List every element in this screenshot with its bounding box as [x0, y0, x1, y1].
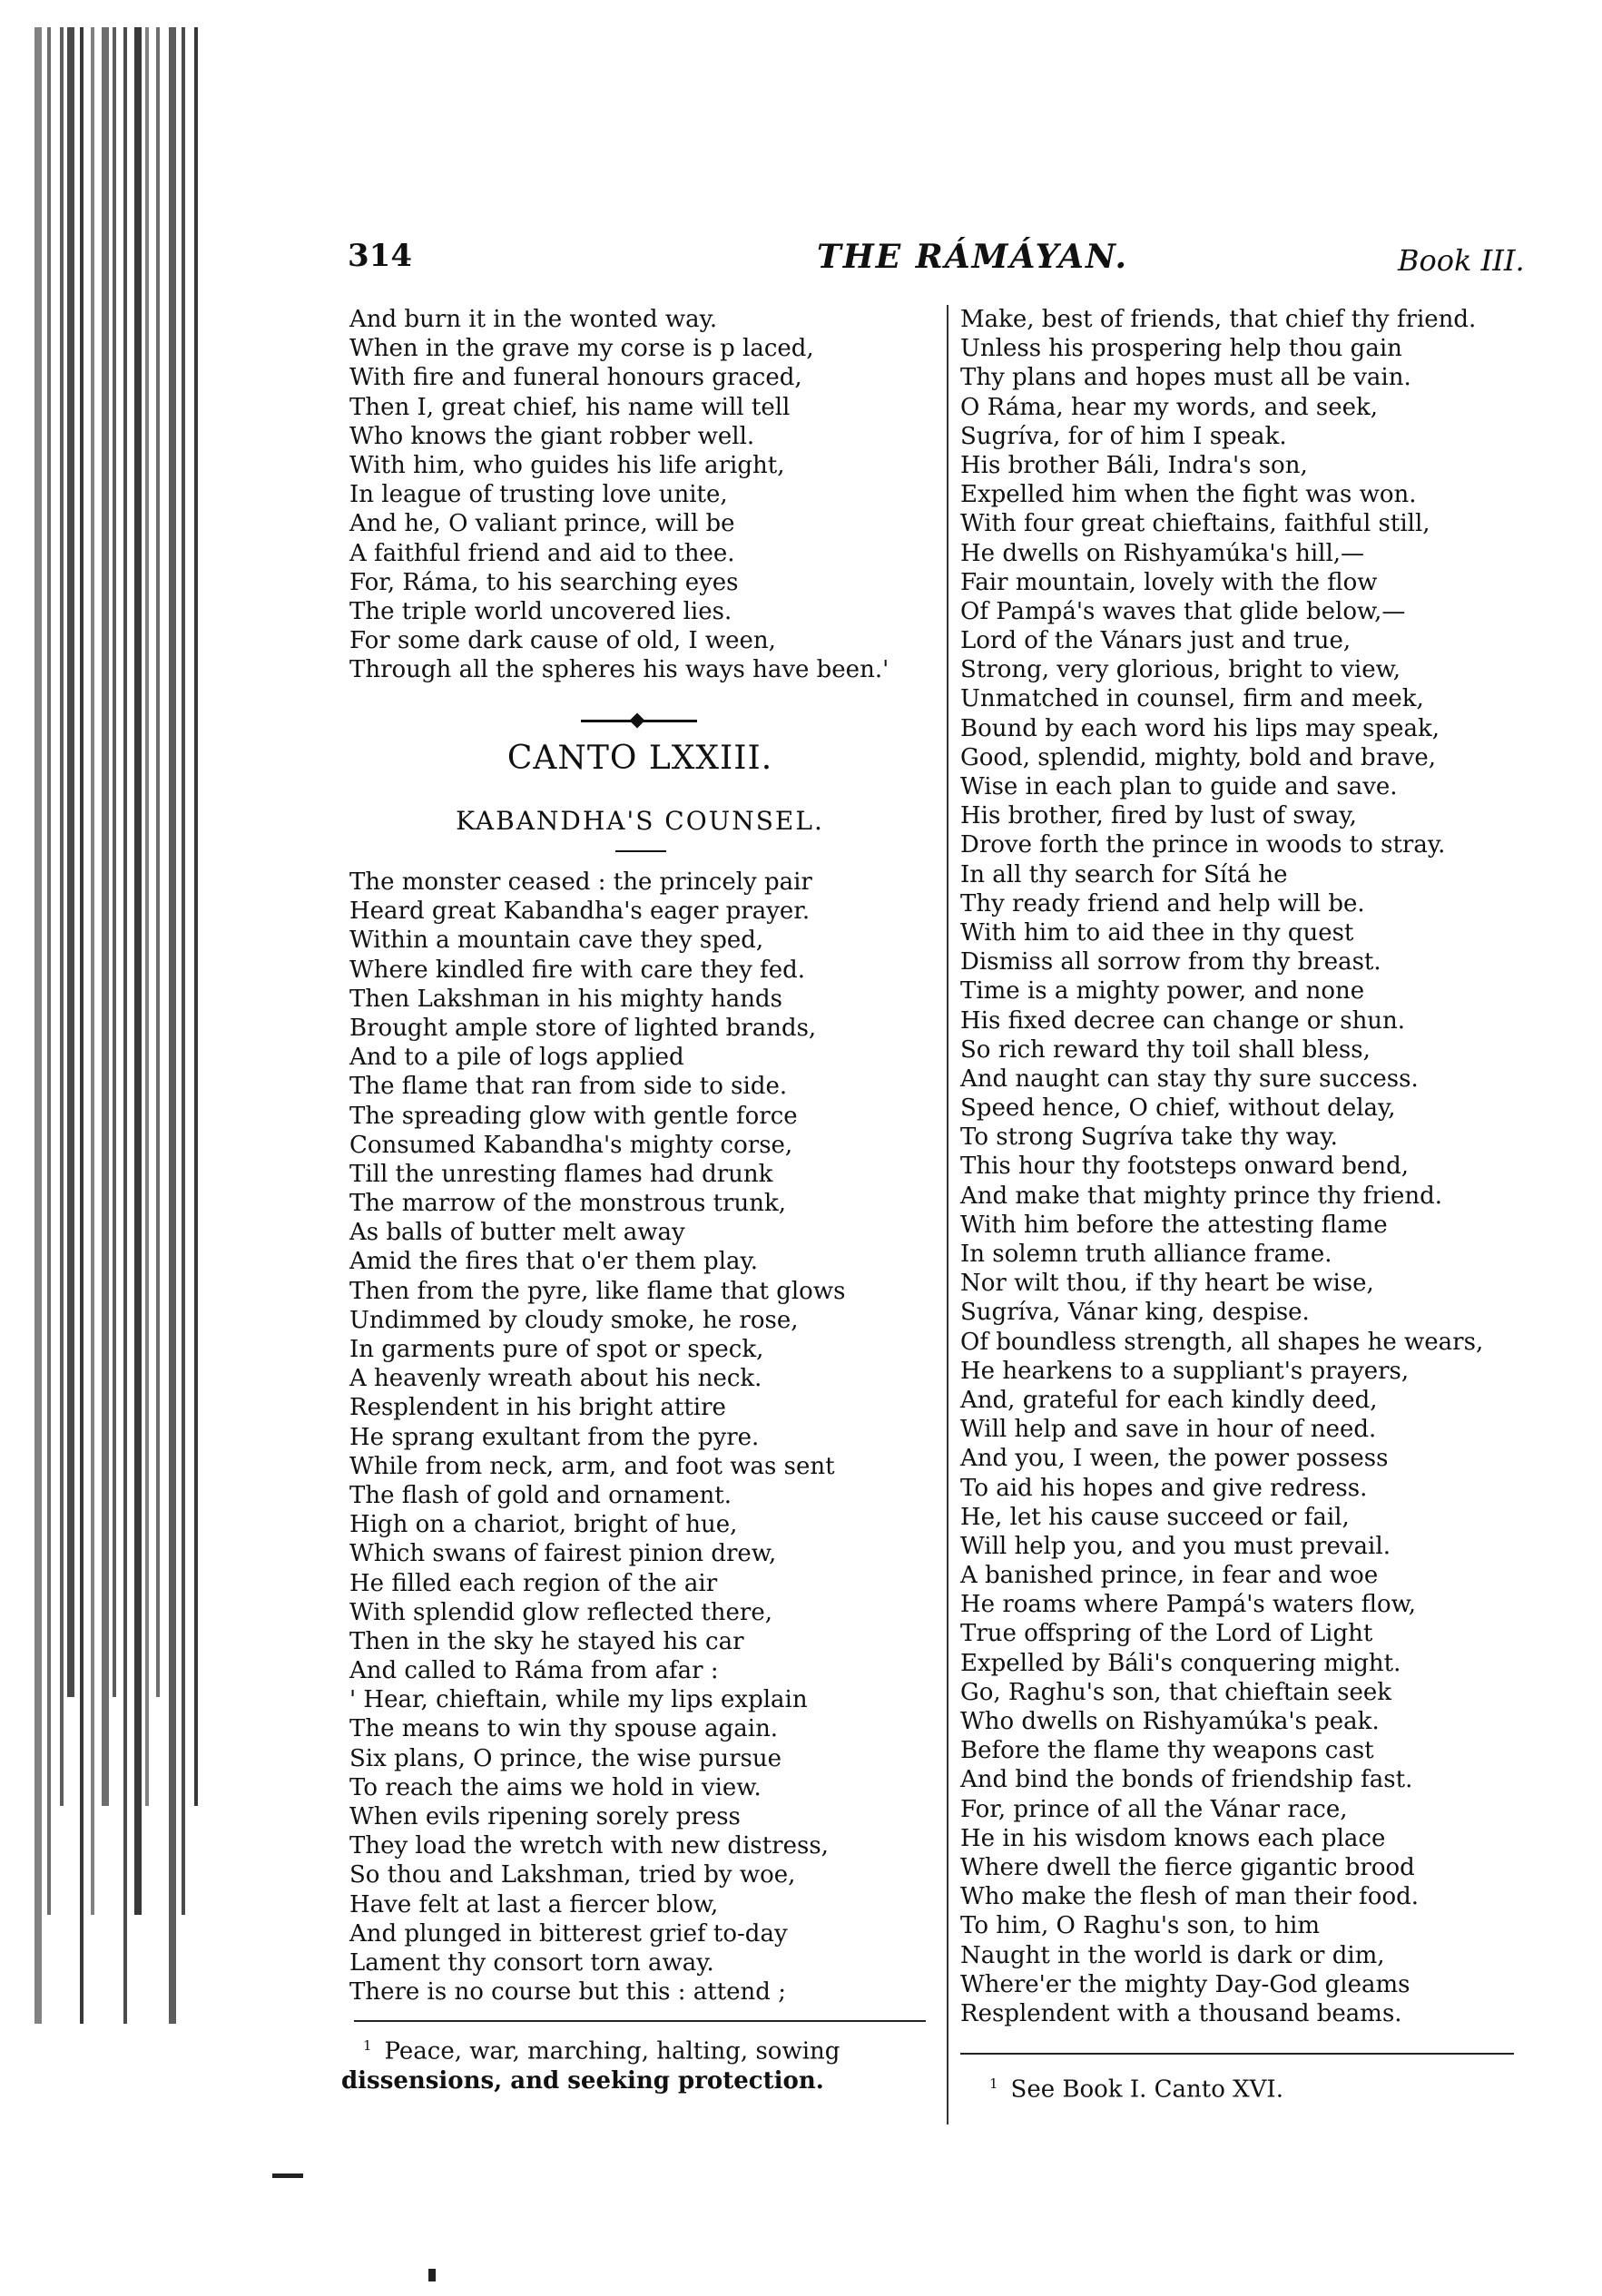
verse-line: Wise in each plan to guide and save.: [960, 773, 1398, 800]
verse-line: Where dwell the fierce gigantic brood: [960, 1853, 1415, 1881]
binding-stripe: [123, 27, 127, 2024]
verse-line: He sprang exultant from the pyre.: [349, 1423, 760, 1451]
verse-line: To him, O Raghu's son, to him: [960, 1912, 1320, 1940]
verse-line: The flash of gold and ornament.: [349, 1481, 732, 1509]
verse-line: In garments pure of spot or speck,: [349, 1336, 764, 1363]
verse-line: Then in the sky he stayed his car: [349, 1627, 744, 1655]
binding-stripe: [102, 27, 109, 1806]
right-footnote-rule: [960, 2053, 1514, 2055]
verse-line: Good, splendid, mighty, bold and brave,: [960, 743, 1436, 771]
running-title: THE RÁMÁYAN.: [817, 238, 1129, 276]
verse-line: Resplendent with a thousand beams.: [960, 1999, 1402, 2027]
verse-line: Fair mountain, lovely with the flow: [960, 568, 1378, 596]
verse-line: He roams where Pampá's waters flow,: [960, 1591, 1417, 1619]
verse-line: Time is a mighty power, and none: [960, 977, 1365, 1006]
verse-line: Then from the pyre, like flame that glows: [349, 1277, 846, 1305]
verse-line: Which swans of fairest pinion drew,: [349, 1540, 777, 1568]
column-rule: [947, 305, 948, 2124]
left-footnote: [341, 2031, 840, 2095]
verse-line: In all thy search for Sítá he: [960, 860, 1288, 888]
verse-line: He hearkens to a suppliant's prayers,: [960, 1357, 1410, 1385]
verse-line: There is no course but this : attend ;: [349, 1978, 786, 2007]
verse-line: The spreading glow with gentle force: [349, 1102, 798, 1130]
verse-line: For some dark cause of old, I ween,: [349, 627, 776, 655]
verse-line: He filled each region of the air: [349, 1569, 718, 1597]
verse-line: With fire and funeral honours graced,: [349, 364, 802, 392]
verse-line: His fixed decree can change or shun.: [960, 1006, 1406, 1035]
verse-line: Within a mountain cave they sped,: [349, 927, 764, 955]
verse-line: When evils ripening sorely press: [349, 1803, 741, 1830]
right-footnote: [989, 2069, 1283, 2105]
binding-stripe: [194, 27, 198, 1806]
scan-speck: [428, 2269, 436, 2281]
right-column: [960, 305, 1541, 2028]
verse-line: He dwells on Rishyamúka's hill,—: [960, 539, 1365, 567]
verse-line: ' Hear, chieftain, while my lips explain: [349, 1686, 808, 1714]
binding-stripe: [47, 27, 51, 1915]
verse-line: Go, Raghu's son, that chieftain seek: [960, 1678, 1391, 1706]
binding-edge: [0, 0, 227, 2296]
verse-line: Naught in the world is dark or dim,: [960, 1941, 1385, 1969]
verse-line: Who make the flesh of man their food.: [960, 1883, 1420, 1911]
verse-line: Who dwells on Rishyamúka's peak.: [960, 1708, 1380, 1735]
verse-line: And bind the bonds of friendship fast.: [960, 1766, 1413, 1794]
subtitle-rule: [615, 850, 666, 852]
verse-line: So thou and Lakshman, tried by woe,: [349, 1861, 796, 1889]
verse-line: A faithful friend and aid to thee.: [349, 539, 735, 567]
verse-line: Will help you, and you must prevail.: [960, 1532, 1391, 1560]
verse-line: While from neck, arm, and foot was sent: [349, 1452, 835, 1480]
verse-line: Of boundless strength, all shapes he wears,: [960, 1328, 1484, 1356]
binding-stripe: [182, 27, 185, 1915]
binding-stripe: [67, 27, 74, 1697]
ornament-diamond: [630, 713, 645, 729]
left-footnote-rule: [354, 2020, 926, 2022]
left-column-opening: [349, 305, 930, 684]
verse-line: And burn it in the wonted way.: [349, 306, 718, 333]
verse-line: Lord of the Vánars just and true,: [960, 627, 1351, 655]
verse-line: Resplendent in his bright attire: [349, 1394, 726, 1422]
verse-line: Before the flame thy weapons cast: [960, 1737, 1374, 1765]
verse-line: A banished prince, in fear and woe: [960, 1562, 1379, 1590]
verse-line: And plunged in bitterest grief to-day: [349, 1919, 788, 1948]
binding-stripe: [156, 27, 160, 1697]
verse-line: With him to aid thee in thy quest: [960, 918, 1354, 947]
verse-line: His brother, fired by lust of sway,: [960, 802, 1357, 830]
verse-line: Amid the fires that o'er them play.: [349, 1248, 759, 1276]
verse-line: The marrow of the monstrous trunk,: [349, 1190, 786, 1218]
verse-line: Drove forth the prince in woods to stray.: [960, 831, 1446, 859]
verse-line: And called to Ráma from afar :: [349, 1657, 719, 1685]
verse-line: With four great chieftains, faithful still,: [960, 510, 1430, 538]
verse-line: Unless his prospering help thou gain: [960, 335, 1402, 363]
verse-line: Of Pampá's waves that glide below,—: [960, 597, 1406, 625]
verse-line: Who knows the giant robber well.: [349, 422, 755, 450]
verse-line: In solemn truth alliance frame.: [960, 1241, 1332, 1268]
verse-line: Speed hence, O chief, without delay,: [960, 1094, 1396, 1123]
verse-line: Then Lakshman in his mighty hands: [349, 985, 782, 1013]
verse-line: Brought ample store of lighted brands,: [349, 1014, 817, 1042]
verse-line: Till the unresting flames had drunk: [349, 1160, 773, 1188]
verse-line: Sugríva, for of him I speak.: [960, 422, 1287, 450]
verse-line: The triple world uncovered lies.: [349, 597, 732, 625]
verse-line: When in the grave my corse is p laced,: [349, 335, 814, 363]
verse-line: O Ráma, hear my words, and seek,: [960, 393, 1379, 421]
verse-line: He in his wisdom knows each place: [960, 1824, 1386, 1852]
verse-line: As balls of butter melt away: [349, 1219, 685, 1247]
verse-line: Strong, very glorious, bright to view,: [960, 656, 1401, 684]
verse-line: Expelled by Báli's conquering might.: [960, 1649, 1401, 1677]
verse-line: To aid his hopes and give redress.: [960, 1474, 1368, 1502]
verse-line: To strong Sugríva take thy way.: [960, 1123, 1338, 1152]
verse-line: And naught can stay thy sure success.: [960, 1065, 1419, 1093]
verse-line: He, let his cause succeed or fail,: [960, 1503, 1350, 1531]
verse-line: For, prince of all the Vánar race,: [960, 1795, 1348, 1823]
verse-line: And you, I ween, the power possess: [960, 1445, 1389, 1473]
verse-line: Consumed Kabandha's mighty corse,: [349, 1131, 793, 1159]
verse-line: Thy ready friend and help will be.: [960, 889, 1365, 917]
canto-heading: CANTO LXXIII.: [506, 740, 773, 777]
right-footnote-text: See Book I. Canto XVI.: [1010, 2075, 1283, 2104]
verse-line: Expelled him when the fight was won.: [960, 481, 1417, 509]
verse-line: High on a chariot, bright of hue,: [349, 1511, 738, 1539]
verse-line: Nor wilt thou, if thy heart be wise,: [960, 1270, 1374, 1298]
binding-stripe: [80, 27, 84, 2024]
verse-line: Unmatched in counsel, firm and meek,: [960, 685, 1424, 713]
verse-line: Through all the spheres his ways have been.': [349, 656, 889, 684]
ornament-divider: [581, 717, 697, 726]
verse-line: Have felt at last a fiercer blow,: [349, 1890, 719, 1918]
binding-stripe: [145, 27, 149, 1806]
binding-stripe: [91, 27, 94, 1915]
verse-line: Heard great Kabandha's eager prayer.: [349, 898, 811, 926]
verse-line: Where'er the mighty Day-God gleams: [960, 1970, 1410, 1998]
verse-line: Lament thy consort torn away.: [349, 1948, 714, 1977]
canto-subtitle: KABANDHA'S COUNSEL.: [456, 806, 824, 836]
verse-line: Undimmed by cloudy smoke, he rose,: [349, 1306, 799, 1334]
verse-line: With him, who guides his life aright,: [349, 451, 785, 479]
verse-line: This hour thy footsteps onward bend,: [960, 1153, 1409, 1181]
verse-line: Where kindled fire with care they fed.: [349, 956, 806, 984]
verse-line: Sugríva, Vánar king, despise.: [960, 1299, 1310, 1327]
footnote-marker: 1: [363, 2037, 372, 2054]
binding-stripe: [60, 27, 64, 1806]
left-footnote-line-1: Peace, war, marching, halting, sowing: [384, 2037, 840, 2065]
verse-line: And make that mighty prince thy friend.: [960, 1182, 1443, 1210]
binding-stripe: [134, 27, 142, 1915]
verse-line: The monster ceased : the princely pair: [349, 868, 812, 896]
verse-line: And he, O valiant prince, will be: [349, 510, 735, 538]
verse-line: With splendid glow reflected there,: [349, 1598, 772, 1626]
verse-line: True offspring of the Lord of Light: [960, 1620, 1373, 1648]
verse-line: Dismiss all sorrow from thy breast.: [960, 948, 1381, 976]
verse-line: Make, best of friends, that chief thy friend.: [960, 306, 1477, 333]
verse-line: His brother Báli, Indra's son,: [960, 451, 1308, 479]
page-number: 314: [348, 238, 412, 274]
verse-line: They load the wretch with new distress,: [349, 1832, 829, 1860]
left-footnote-line-2: dissensions, and seeking protection.: [341, 2066, 824, 2095]
verse-line: And to a pile of logs applied: [349, 1044, 684, 1072]
verse-line: The means to win thy spouse again.: [349, 1715, 779, 1743]
verse-line: The flame that ran from side to side.: [349, 1073, 788, 1101]
verse-line: Six plans, O prince, the wise pursue: [349, 1744, 782, 1772]
binding-stripe: [34, 27, 42, 2024]
scan-speck: [272, 2173, 303, 2178]
verse-line: So rich reward thy toil shall bless,: [960, 1035, 1371, 1064]
verse-line: And, grateful for each kindly deed,: [960, 1386, 1378, 1414]
verse-line: Bound by each word his lips may speak,: [960, 714, 1440, 742]
verse-line: In league of trusting love unite,: [349, 481, 728, 509]
verse-line: Then I, great chief, his name will tell: [349, 393, 791, 421]
book-label: Book III.: [1398, 243, 1525, 278]
verse-line: To reach the aims we hold in view.: [349, 1773, 762, 1801]
binding-stripe: [113, 27, 116, 1697]
verse-line: With him before the attesting flame: [960, 1211, 1388, 1239]
verse-line: Thy plans and hopes must all be vain.: [960, 364, 1411, 392]
left-column-canto: [349, 868, 930, 2007]
verse-line: For, Ráma, to his searching eyes: [349, 568, 739, 596]
verse-line: A heavenly wreath about his neck.: [349, 1365, 762, 1393]
footnote-marker: 1: [989, 2075, 998, 2092]
binding-stripe: [169, 27, 176, 2024]
verse-line: Will help and save in hour of need.: [960, 1416, 1377, 1444]
